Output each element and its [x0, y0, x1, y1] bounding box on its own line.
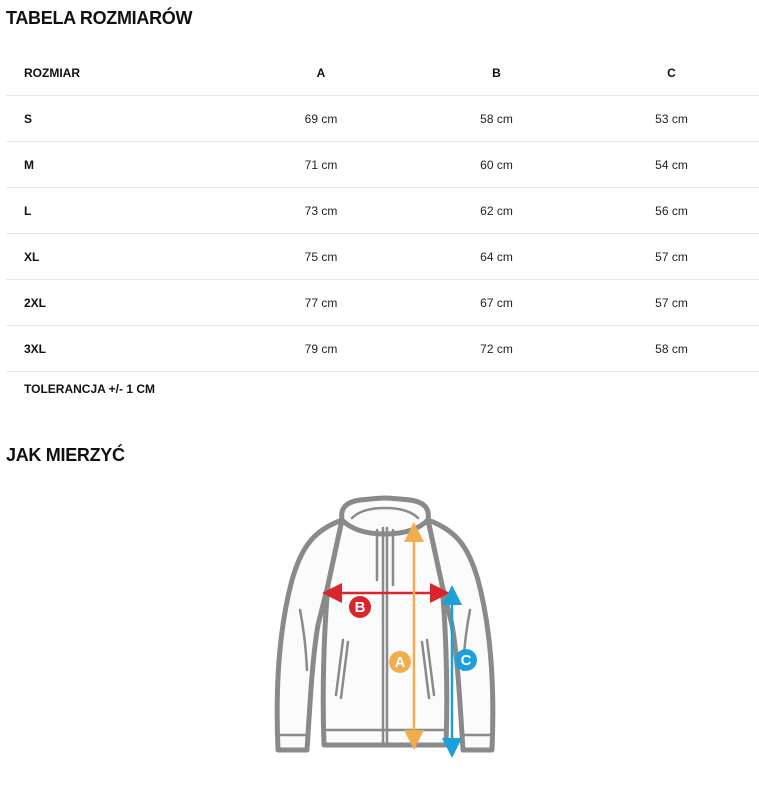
cell-c: 57 cm: [584, 234, 759, 280]
marker-b-label: B: [354, 599, 366, 616]
cell-size: XL: [6, 234, 233, 280]
cell-b: 60 cm: [409, 142, 584, 188]
cell-b: 62 cm: [409, 188, 584, 234]
header-c: C: [667, 65, 676, 80]
jacket-measurement-diagram: [270, 490, 500, 765]
cell-c: 53 cm: [584, 96, 759, 142]
cell-a: 75 cm: [233, 234, 409, 280]
table-row: [6, 234, 759, 280]
marker-b: [349, 596, 371, 618]
marker-c-label: C: [460, 652, 472, 669]
cell-b: 67 cm: [409, 280, 584, 326]
table-row: [6, 188, 759, 234]
tolerance-note: TOLERANCJA +/- 1 CM: [24, 382, 156, 396]
how-to-measure-title: JAK MIERZYĆ: [6, 445, 125, 465]
table-row: [6, 280, 759, 326]
cell-c: 54 cm: [584, 142, 759, 188]
cell-size: S: [6, 96, 233, 142]
table-row: [6, 96, 759, 142]
jacket-outline: [277, 498, 493, 750]
cell-a: 77 cm: [233, 280, 409, 326]
cell-c: 56 cm: [584, 188, 759, 234]
cell-c: 58 cm: [584, 326, 759, 372]
cell-a: 69 cm: [233, 96, 409, 142]
table-header-row: [6, 50, 759, 96]
cell-c: 57 cm: [584, 280, 759, 326]
cell-b: 64 cm: [409, 234, 584, 280]
cell-a: 79 cm: [233, 326, 409, 372]
cell-size: L: [6, 188, 233, 234]
cell-b: 72 cm: [409, 326, 584, 372]
marker-a-label: A: [394, 654, 406, 671]
size-table: [6, 50, 759, 372]
header-b: B: [492, 65, 501, 80]
cell-a: 73 cm: [233, 188, 409, 234]
cell-a: 71 cm: [233, 142, 409, 188]
table-row: [6, 326, 759, 372]
header-size: ROZMIAR: [24, 65, 80, 80]
cell-size: M: [6, 142, 233, 188]
table-row: [6, 142, 759, 188]
cell-b: 58 cm: [409, 96, 584, 142]
size-table-title: TABELA ROZMIARÓW: [6, 8, 193, 28]
cell-size: 2XL: [6, 280, 233, 326]
cell-size: 3XL: [6, 326, 233, 372]
marker-c: [455, 649, 477, 671]
header-a: A: [316, 65, 326, 80]
marker-a: [389, 651, 411, 673]
